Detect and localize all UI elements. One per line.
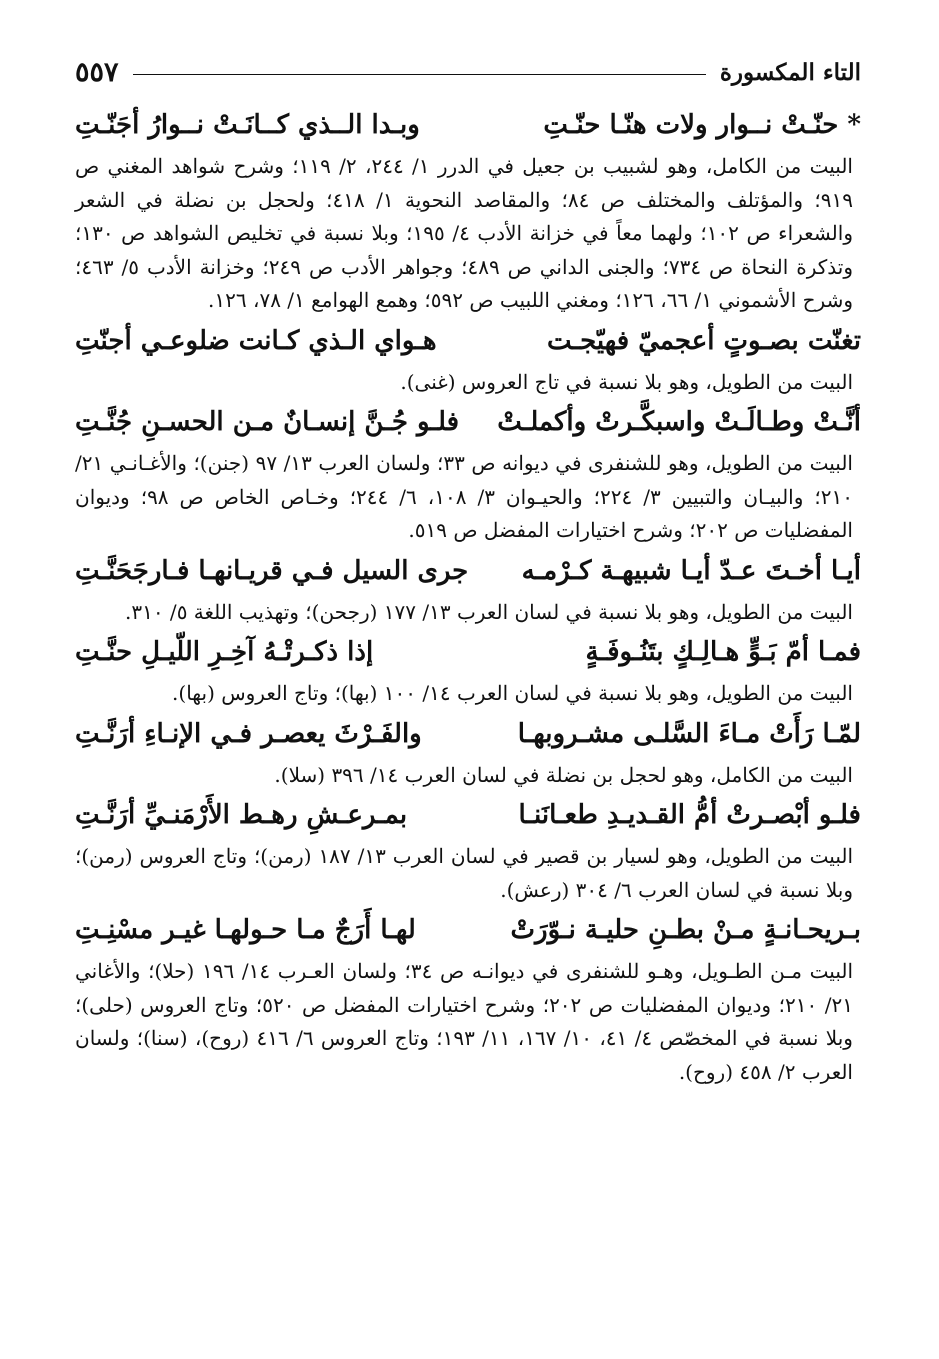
first-hemistich: لمّـا رَأَتْ مـاءَ السَّلـى مشـروبهـا: [517, 718, 861, 749]
verse-commentary: البيت من الكامل، وهو لشبيب بن جعيل في الدرر ١/ ٢٤٤، ٢/ ١١٩؛ وشرح شواهد المغني ص ٩١٩؛ والمؤتلف والمختلف ص ٨٤؛ والمقاصد النحوية ١/ ٤١٨؛ ولحجل بن نضلة في الشعر والشعراء ص ١٠٢؛ ولهما معاً في خزانة الأدب ٤/ ١٩٥؛ وبلا نسبة في تخليص الشواهد ص ١٣٠؛ وتذكرة النحاة ص ٧٣٤؛ والجنى الداني ص ٤٨٩؛ وجواهر الأدب ص ٢٤٩؛ وخزانة الأدب ٥/ ٤٦٣؛ وشرح الأشموني ١/ ٦٦، ١٢٦؛ ومغني اللبيب ص ٥٩٢؛ وهمع الهوامع ١/ ٧٨، ١٢٦.: [75, 154, 853, 312]
verse-commentary: البيت من الطويل، وهو بلا نسبة في تاج العروس (غنى).: [400, 369, 853, 394]
verse-line: [75, 550, 861, 596]
first-hemistich: أيـا أخـتَ عـدّ أيـا شبيهـة كـرْمـه: [521, 555, 861, 586]
second-hemistich: لهـا أَرَجٌ مـا حـولهـا غيـر مسْنِـتِ: [75, 915, 416, 945]
first-hemistich: أنَّـتْ وطـالَـتْ واسبكَّـرتْ وأكملـتْ: [497, 407, 861, 437]
second-hemistich: إذا ذكـرتْـهُ آخِـرِ اللّيـلِ حنَّـتِ: [75, 637, 374, 667]
verse-line: [75, 794, 861, 840]
verse-line: [75, 401, 861, 447]
page-number: ٥٥٧: [75, 56, 119, 88]
verse-entry: [75, 104, 861, 318]
verse-entry: [75, 909, 861, 1089]
running-title: التاء المكسورة: [719, 58, 861, 86]
verse-commentary: البيت مـن الطـويل، وهـو للشنفرى في ديوانـه ص ٣٤؛ ولسان العـرب ١٤/ ١٩٦ (حلا)؛ والأغاني ٢١/ ٢١٠؛ وديوان المفضليات ص ٢٠٢؛ وشرح اختيارات المفضل ص ٥٢٠؛ وتاج العروس (حلى)؛ وبلا نسبة في المخصّص ٤/ ٤١، ١٠/ ١٦٧، ١١/ ١٩٣؛ وتاج العروس ٦/ ٤١٦ (روح)، (سنا)؛ ولسان العرب ٢/ ٤٥٨ (روح).: [75, 959, 854, 1084]
second-hemistich: وبـدا الــذي كــانَـتْ نــوارُ أجَنّـتِ: [75, 110, 420, 140]
page-header: [75, 52, 861, 92]
verse-entry: [75, 550, 861, 630]
first-hemistich: بـريحـانـةٍ مـنْ بطـنِ حليـة نـوّرَتْ: [510, 915, 861, 945]
verse-line: [75, 631, 861, 677]
first-hemistich: فلـو أبْصـرتْ أمُّ القـديـدِ طعـانَنـا: [518, 800, 861, 830]
verse-line: [75, 104, 861, 150]
second-hemistich: بمـرعـشِ رهـط الأَرْمَنـيِّ أرَنَّـتِ: [75, 800, 408, 830]
second-hemistich: فلـو جُـنَّ إنسـانٌ مـن الحسـنِ جُنَّـتِ: [75, 407, 460, 437]
verse-entry: [75, 794, 861, 907]
verse-line: [75, 713, 861, 759]
verse-commentary: البيت من الطويل، وهو بلا نسبة في لسان العرب ١٣/ ١٧٧ (رجحن)؛ وتهذيب اللغة ٥/ ٣١٠.: [124, 599, 853, 624]
verse-commentary: البيت من الطويل، وهو للشنفرى في ديوانه ص ٣٣؛ ولسان العرب ١٣/ ٩٧ (جنن)؛ والأغـانـي ٢١/ ٢١٠؛ والبيـان والتبيين ٣/ ٢٢٤؛ والحيـوان ٣/ ١٠٨، ٦/ ٢٤٤؛ وخـاص الخاص ص ٩٨؛ وديوان المفضليات ص ٢٠٢؛ وشرح اختيارات المفضل ص ٥١٩.: [75, 451, 853, 542]
header-rule: [133, 74, 706, 75]
second-hemistich: والفَـرْثَ يعصـر فـي الإنـاءِ أرَنَّـتِ: [75, 718, 422, 749]
second-hemistich: هـواي الـذي كـانت ضلوعـي أجنّتِ: [75, 325, 437, 356]
verse-line: [75, 320, 861, 366]
first-hemistich: فمـا أمّ بَـوٍّ هـالِـكٍ بتَنُـوفَـةٍ: [585, 637, 861, 667]
first-hemistich: * حنّـتْ نــوار ولات هنّـا حنّـتِ: [543, 110, 861, 140]
verse-entry: [75, 401, 861, 548]
verse-line: [75, 909, 861, 955]
verse-entry: [75, 320, 861, 400]
verse-commentary: البيت من الطويل، وهو لسيار بن قصير في لسان العرب ١٣/ ١٨٧ (رمن)؛ وتاج العروس (رمن)؛ وبلا نسبة في لسان العرب ٦/ ٣٠٤ (رعش).: [75, 844, 854, 902]
verse-entries: [75, 104, 861, 1091]
first-hemistich: تغنّت بصـوتٍ أعجميّ فهيّجـت: [546, 325, 861, 356]
verse-commentary: البيت من الكامل، وهو لحجل بن نضلة في لسان العرب ١٤/ ٣٩٦ (سلا).: [274, 762, 853, 787]
verse-entry: [75, 631, 861, 711]
verse-commentary: البيت من الطويل، وهو بلا نسبة في لسان العرب ١٤/ ١٠٠ (بها)؛ وتاج العروس (بها).: [172, 681, 853, 705]
second-hemistich: جرى السيل فـي قريـانهـا فـارجَحَنَّـتِ: [75, 555, 469, 586]
verse-entry: [75, 713, 861, 793]
